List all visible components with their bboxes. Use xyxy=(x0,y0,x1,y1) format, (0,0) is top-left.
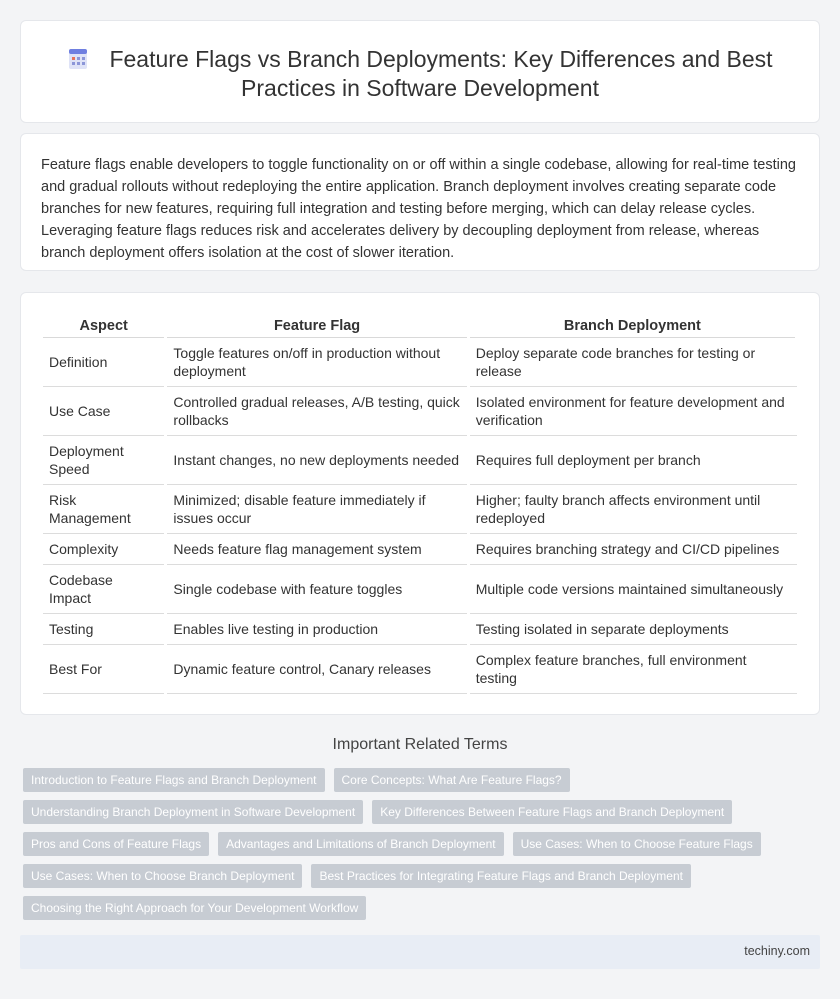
related-term-tag[interactable]: Key Differences Between Feature Flags and Branch Deployment xyxy=(372,800,732,824)
footer-site-link[interactable]: techiny.com xyxy=(744,944,810,958)
table-header-row xyxy=(43,315,797,337)
table-row xyxy=(43,435,797,484)
row-branch-deployment: Deploy separate code branches for testing or release xyxy=(468,337,796,386)
related-term-tag[interactable]: Best Practices for Integrating Feature Flags and Branch Deployment xyxy=(311,864,691,888)
table-row xyxy=(43,564,797,613)
row-feature-flag: Toggle features on/off in production without deployment xyxy=(166,337,468,386)
row-aspect: Codebase Impact xyxy=(43,564,166,613)
row-aspect: Risk Management xyxy=(43,484,166,533)
title-wrap xyxy=(21,45,819,103)
header-card xyxy=(20,20,820,123)
row-feature-flag: Needs feature flag management system xyxy=(166,533,468,564)
related-term-tag[interactable]: Use Cases: When to Choose Branch Deployment xyxy=(23,864,302,888)
row-aspect: Use Case xyxy=(43,386,166,435)
related-term-tag[interactable]: Choosing the Right Approach for Your Development Workflow xyxy=(23,896,366,920)
header-feature-flag: Feature Flag xyxy=(166,315,468,337)
row-aspect: Testing xyxy=(43,613,166,644)
intro-paragraph: Feature flags enable developers to toggle functionality on or off within a single codebase, allowing for real-time testing and gradual rollouts without redeploying the entire application. Branch deployment involves creating separate code branches for new features, requiring full integration and testing before merging, which can delay release cycles. Leveraging feature flags reduces risk and accelerates delivery by decoupling deployment from release, whereas branch deployment offers isolation at the cost of slower iteration. xyxy=(41,157,796,261)
comparison-table-card xyxy=(20,292,820,715)
table-row xyxy=(43,386,797,435)
related-term-tag[interactable]: Pros and Cons of Feature Flags xyxy=(23,832,209,856)
row-branch-deployment: Complex feature branches, full environment testing xyxy=(468,644,796,693)
row-feature-flag: Dynamic feature control, Canary releases xyxy=(166,644,468,693)
row-aspect: Complexity xyxy=(43,533,166,564)
row-feature-flag: Single codebase with feature toggles xyxy=(166,564,468,613)
related-term-tag[interactable]: Core Concepts: What Are Feature Flags? xyxy=(334,768,570,792)
page-title-text: Feature Flags vs Branch Deployments: Key Differences and Best Practices in Software Development xyxy=(109,46,773,101)
footer-bar xyxy=(20,935,820,969)
row-aspect: Best For xyxy=(43,644,166,693)
row-branch-deployment: Testing isolated in separate deployments xyxy=(468,613,796,644)
row-branch-deployment: Multiple code versions maintained simultaneously xyxy=(468,564,796,613)
row-aspect: Definition xyxy=(43,337,166,386)
row-feature-flag: Enables live testing in production xyxy=(166,613,468,644)
row-branch-deployment: Requires branching strategy and CI/CD pipelines xyxy=(468,533,796,564)
related-term-tag[interactable]: Introduction to Feature Flags and Branch Deployment xyxy=(23,768,325,792)
intro-card xyxy=(20,133,820,271)
comparison-table xyxy=(43,315,798,694)
table-row xyxy=(43,644,797,693)
row-branch-deployment: Requires full deployment per branch xyxy=(468,435,796,484)
table-row xyxy=(43,337,797,386)
table-row xyxy=(43,613,797,644)
related-term-tag[interactable]: Use Cases: When to Choose Feature Flags xyxy=(513,832,761,856)
header-branch-deployment: Branch Deployment xyxy=(468,315,796,337)
row-feature-flag: Controlled gradual releases, A/B testing, quick rollbacks xyxy=(166,386,468,435)
document-icon xyxy=(67,48,89,70)
related-terms-title: Important Related Terms xyxy=(332,736,508,753)
row-feature-flag: Minimized; disable feature immediately if issues occur xyxy=(166,484,468,533)
table-row xyxy=(43,533,797,564)
row-aspect: Deployment Speed xyxy=(43,435,166,484)
related-terms-list xyxy=(23,768,813,928)
row-branch-deployment: Higher; faulty branch affects environment until redeployed xyxy=(468,484,796,533)
row-feature-flag: Instant changes, no new deployments needed xyxy=(166,435,468,484)
related-term-tag[interactable]: Advantages and Limitations of Branch Deployment xyxy=(218,832,504,856)
table-row xyxy=(43,484,797,533)
row-branch-deployment: Isolated environment for feature development and verification xyxy=(468,386,796,435)
header-aspect: Aspect xyxy=(43,315,166,337)
related-term-tag[interactable]: Understanding Branch Deployment in Software Development xyxy=(23,800,363,824)
page-title xyxy=(51,45,789,103)
